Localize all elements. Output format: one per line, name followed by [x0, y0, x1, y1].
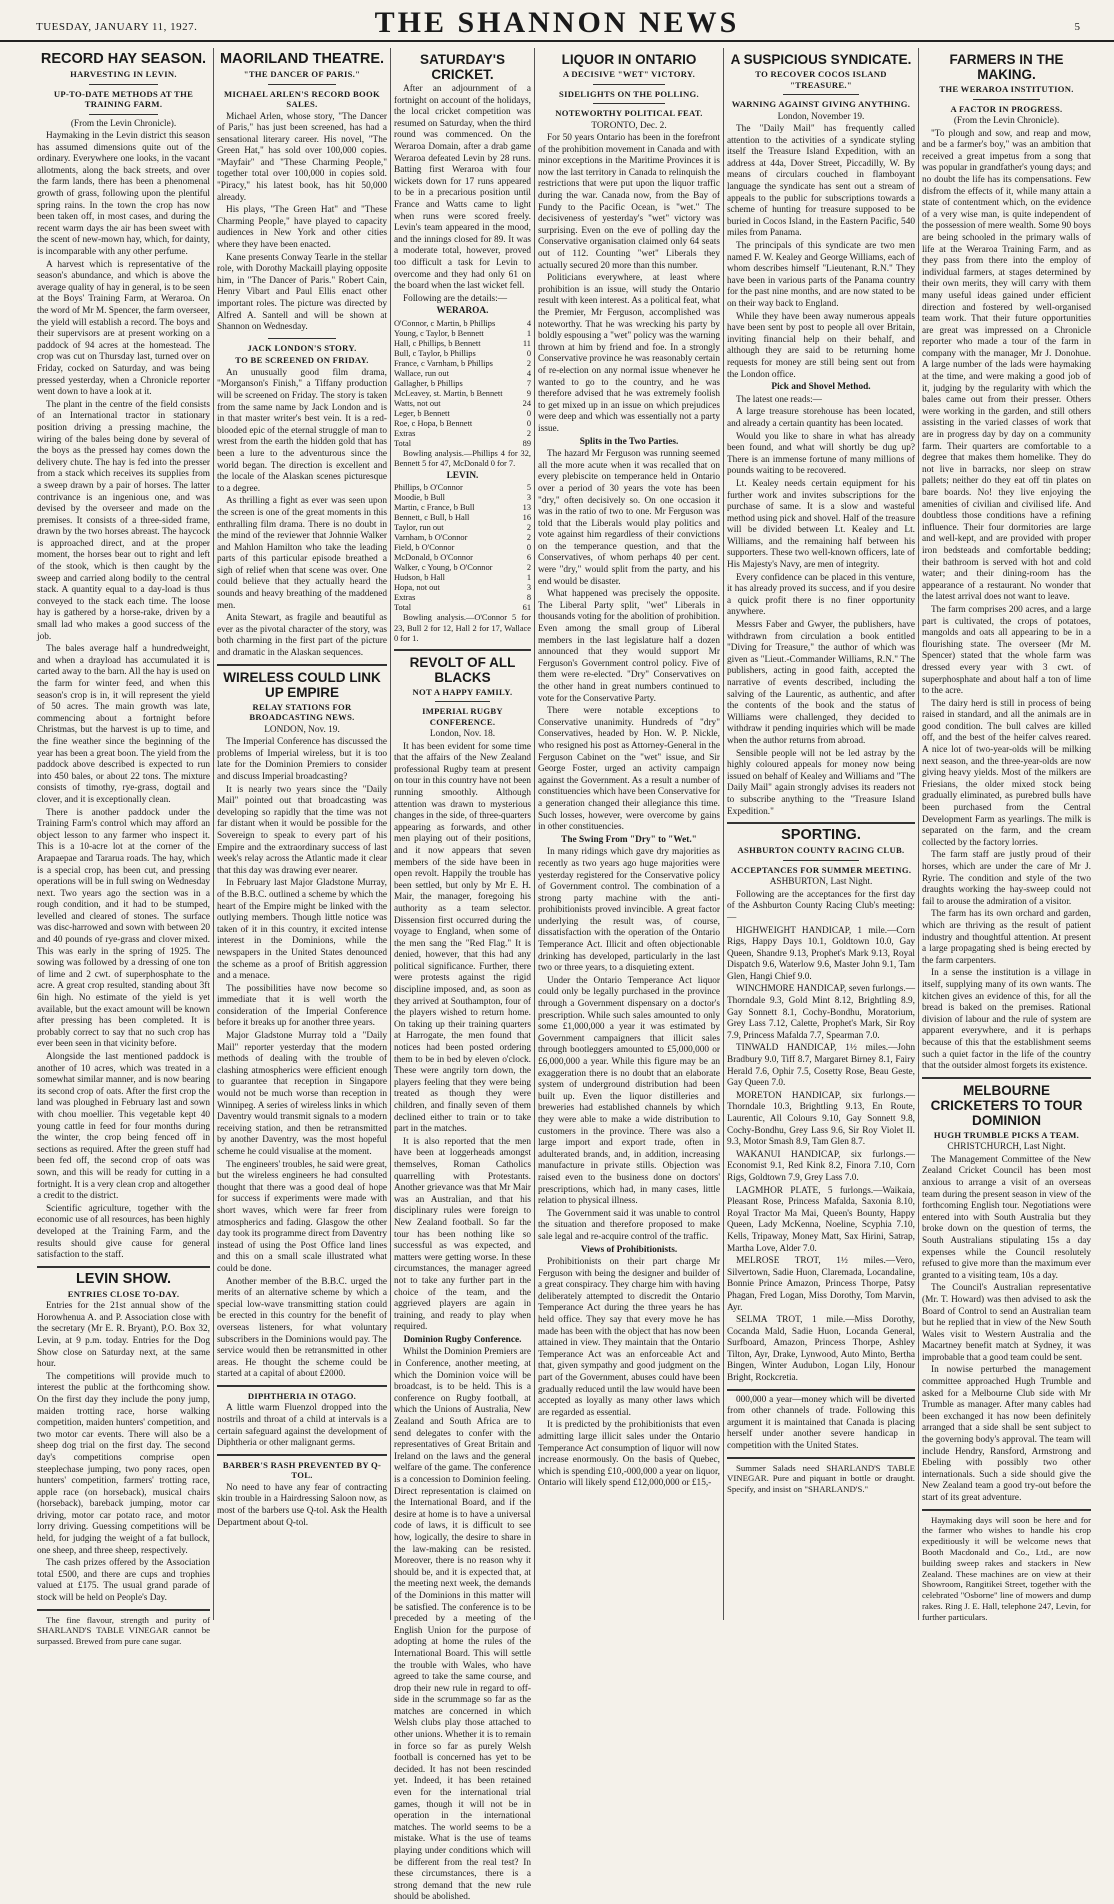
paragraph: Would you like to share in what has already been found, and what will shortly be dug up? There is an immense fortune of many millions of pounds waiting to be recovered.	[727, 431, 915, 477]
paragraph: The possibilities have now become so immediate that it is well worth the consideration of the Imperial Conference before it breaks up for another three years.	[217, 983, 387, 1029]
batsman: France, c Varnham, b Phillips	[394, 358, 493, 368]
paragraph: Michael Arlen, whose story, "The Dancer of Paris," has just been screened, has had a sensational literary career. His novel, "The Green Hat," has sold over 100,000 copies. "Mayfair" and "These Charming People," together total over 100,000 in copies sold. "Piracy," his latest book, has hit 50,000 already.	[217, 111, 387, 203]
team-name: WERAROA.	[436, 306, 489, 317]
paragraph: The farm comprises 200 acres, and a large part is cultivated, the crops of potatoes, mangolds and oats all appearing to be in a flourishing state. The overseer (Mr M. Spencer) stated that the whole farm was dressed every year with 3 cwt. of superphosphate and about half a ton of lime to the acre.	[922, 604, 1091, 697]
runs: 4	[526, 318, 531, 328]
source-line: (From the Levin Chronicle).	[70, 118, 177, 129]
paragraph: There is another paddock under the Training Farm's control which may afford an object lesson to any farmer who inspect it. This is a 10-acre lot at the corner of the Arapaepae and Tararua roads. The hay, which is a special crop, has been cut, and pressing operations will be in full swing on Wednesday next. Two years ago the section was in a rough condition, and it had to be stumped, levelled and cleared of stones. The surface was disc-harrowed and sown with between 20 and 40 pounds of rye-grass and clover mixed. This was early in the spring of 1925. The sowing was followed by a dressing of one ton of lime and 2 cwt. of superphosphate to the acre. A great crop resulted, standing about 3ft 6in high. No estimate of the yield is yet available, but the exact amount will be known after pressing has been completed. It is probably correct to say that no such crop has ever been seen in that vicinity before.	[37, 807, 210, 1050]
paragraph: Sensible people will not be led astray by the highly coloured appeals for money now being issued on behalf of Kealey and Williams and "The Daily Mail" again strongly advises its readers not to subscribe anything to the "Treasure Island Expedition."	[727, 748, 915, 817]
score-row	[394, 573, 531, 583]
paragraph: Politicians everywhere, at least where prohibition is an issue, will study the Ontario result with keen interest. As a political feat, what the Premier, Mr Ferguson, accomplished was noteworthy. That he was wrecking his party by boldly espousing a "wet" policy was the warning thrown at him by friend and foe. In a strongly Conservative province he was reasonably certain of re-election on any normal issue whenever he wanted to go to the country, and he was therefore advised that he was extremely foolish to get mixed up in an issue on which prejudices were deep and which was essentially not a party issue.	[538, 273, 720, 434]
paragraph: SELMA TROT, 1 mile.—Miss Dorothy, Cocanda Mald, Sadie Huon, Locanda General, Surfboard, Amazon, Princess Thorpe, Ashley Tilton, Ayr, Drake, Lynwood, Auto Minto, Bertha Bingen, Winter Audubon, Logan Lily, Honour Bright, Rockcretia.	[727, 1315, 915, 1384]
batsman: Bennett, c Bull, b Hall	[394, 513, 470, 523]
machinery-advert: Haymaking days will soon be here and for the farmer who wishes to handle his crop expeditiously it will be welcome news that Booth Macdonald and Co., Ltd., are now building sweep rakes and stackers in New Zealand. These machines are on view at their Showroom, Rangitikei Street, together with the celebrated "Osborne" line of mowers and dump rakes. Ring J. E. Hall, telephone 247, Levin, for further particulars.	[922, 1514, 1091, 1622]
headline-suspicious-syndicate: A SUSPICIOUS SYNDICATE.	[730, 52, 912, 67]
subhead: NOTEWORTHY POLITICAL FEAT.	[555, 108, 703, 118]
score-row	[394, 419, 531, 429]
score-row	[394, 553, 531, 563]
batsman: Total	[394, 438, 412, 448]
paragraph: Every confidence can be placed in this venture, it has already proved its success, and if you desire a quick profit there is no finer opportunity anywhere.	[727, 572, 915, 618]
score-row	[394, 523, 531, 533]
batsman: Watts, not out	[394, 398, 441, 408]
batsman: Hopa, not out	[394, 583, 440, 593]
paragraph: In a sense the institution is a village in itself, supplying many of its own wants. The kitchen gives an evidence of this, for all the bread is baked on the premises. Rational division of labour and the rule of system are apparent everywhere, and it is perhaps because of this that the establishment seems such a quiet factor in the life of the country that the outsider almost forgets its existence.	[922, 968, 1091, 1072]
paragraph: Whilst the Dominion Premiers are in Conference, another meeting, at which the Dominion voice will be broadcast, is to be held. This is a conference on Rugby football, at which the Unions of Australia, New Zealand and South Africa are to send delegates to confer with the representatives of Great Britain and Ireland on the laws and the general welfare of the game. The conference is a concession to Dominion feeling. Direct representation is claimed on the International Board, and if the desire at home is to have a universal code of laws, it is difficult to see how, logically, the desire to share in the law-making can be resisted. Moreover, there is no reason why it should be, and it is expected that, at the meeting next week, the demands of the Dominions in this matter will be satisfied. The conference is to be preceded by a meeting of the English Union for the purpose of adopting at home the rules of the International Board. This will settle the trouble with Wales, who have agreed to take the same course, and drop their new rule in regard to off-side in the scrummage so far as the matches are concerned in which Welsh clubs play those attached to other unions. Whether it is to remain in force so far as purely Welsh football is concerned has yet to be decided. It has not been rescinded yet. Indeed, it has been retained even for the international trial games, though it will not be in operation in the international matches. The world seems to be a mistake. What is the use of teams playing under conditions which will be different from the real test? In these circumstances, there is a strong demand that the new rule should be abolished.	[394, 1347, 531, 1903]
score-row	[394, 349, 531, 359]
batsman: Total	[394, 603, 412, 613]
headline-liquor-ontario: LIQUOR IN ONTARIO	[561, 52, 697, 67]
batsman: Walker, c Young, b O'Connor	[394, 563, 493, 573]
runs: 2	[526, 533, 531, 543]
paragraph: An unusually good film drama, "Morganson's Finish," a Tiffany production will be screened on Friday. The story is taken from the same name by Jack London and is in that master writer's best vein. It is a red-blooded epic of the eternal struggle of man to wrest from the earth the hidden gold that has been a lure to the adventurous since the world began. The direction is excellent and the locale of the Alaskan scenes picturesque to a degree.	[217, 367, 387, 494]
paragraph: In February last Major Gladstone Murray, of the B.B.C. outlined a scheme by which the heart of the Empire might be linked with the outlying members. Though little notice was taken of it in this country, it excited intense interest in the Dominions, while the newspapers in the United States denounced the scheme as a proof of British aggression and a menace.	[217, 878, 387, 982]
paragraph: The cash prizes offered by the Association total £500, and there are cups and trophies valued at £175. The usual grand parade of stock will be held on People's Day.	[37, 1558, 210, 1604]
score-row	[394, 583, 531, 593]
score-row	[394, 513, 531, 523]
team-name: LEVIN.	[446, 470, 479, 481]
runs: 3	[526, 583, 531, 593]
runs: 0	[526, 408, 531, 418]
batsman: Bull, c Taylor, b Phillips	[394, 348, 476, 358]
score-row	[394, 533, 531, 543]
headline-revolt-all-blacks: REVOLT OF ALL BLACKS	[409, 654, 516, 685]
paragraph: Alongside the last mentioned paddock is another of 10 acres, which was treated in a somewhat similar manner, and is now bearing its second crop of oats. After the first crop the land was ploughed in February last and sown with chou moellier. This vegetable kept 40 young cattle in feed for four months during the winter, the crop being fenced off in sections as required. After the green stuff had been fed off, the second crop of oats was sown, and this will be ready for cutting in a fortnight. It is a very clean crop and altogether a credit to the district.	[37, 1052, 210, 1202]
subhead: ENTRIES CLOSE TO-DAY.	[67, 1288, 180, 1299]
headline-sporting: SPORTING.	[781, 827, 861, 844]
paragraph: The Government said it was unable to control the situation and therefore proposed to make sale legal and re-acquire control of the traffic.	[538, 1208, 720, 1242]
paragraph: Anita Stewart, as fragile and beautiful as ever as the pivotal character of the story, was both charming in the first part of the picture and dramatic in the Alaskan sequences.	[217, 613, 387, 659]
paragraph: As thrilling a fight as ever was seen upon the screen is one of the great moments in this enthralling film drama. There is no doubt in the mind of the reviewer that Johnnie Walker and Mahlon Hamilton who take the leading parts of this particular episode breathed a sigh of relief when that scene was over. One could believe that they actually heard the sounds and heavy breathing of the maddened men.	[217, 496, 387, 611]
paragraph: MELROSE TROT, 1½ miles.—Vero, Silvertown, Sadie Huon, Claremada, Locandaline, Bonnie Prince Amazon, Princess Thorpe, Patsy Phagan, Fred Logan, Miss Dorothy, Tom Marvin, Ayr.	[727, 1256, 915, 1313]
subhead: THE WERAROA INSTITUTION.	[939, 84, 1074, 94]
vinegar-advert: The fine flavour, strength and purity of SHARLAND'S TABLE VINEGAR cannot be surpassed. Brewed from pure cane sugar.	[37, 1614, 210, 1647]
paragraph: WINCHMORE HANDICAP, seven furlongs.—Thorndale 9.3, Gold Mint 8.12, Brightling 8.9, Gay Sonnett 8.1, Cochy-Bondhu, Moratorium, Grey Lass 7.12, Calette, Prophet's Mark, Sir Roy 7.9, Princess Mafalda 7.7, Spearman 7.0.	[727, 984, 915, 1041]
paragraph: While they have been away numerous appeals have been sent by post to people all over Britain, inviting financial help on their behalf, and although they are said to be returning home requests for money are still being sent out from the London office.	[727, 311, 915, 380]
section-subhead: Splits in the Two Parties.	[579, 436, 679, 447]
score-row	[394, 399, 531, 409]
score-row	[394, 603, 531, 613]
runs: 9	[526, 388, 531, 398]
paragraph: MORETON HANDICAP, six furlongs.—Thorndale 10.3, Brightling 9.13, En Route, Laurentic, All Colours 9.10, Gay Sonnett 9.8, Cochy-Bondhu, Grey Lass 9.6, Sir Roy Violet II. 9.3, Motor Smash 8.9, Tam Glen 8.7.	[727, 1090, 915, 1148]
subhead: TO BE SCREENED ON FRIDAY.	[235, 355, 369, 366]
column-1	[34, 48, 213, 1647]
dateline: LONDON, Nov. 19.	[264, 724, 340, 735]
subhead: UP-TO-DATE METHODS AT THE TRAINING FARM.	[53, 88, 194, 109]
paragraph: Messrs Faber and Gwyer, the publishers, have withdrawn from circulation a book entitled "Diving for Treasure," the author of which was given as "Lieut.-Commander Williams, R.N." The publishers, acting in good faith, accepted the narrative of events described, including the salving of the Laurentic, as authentic, and after the contents of the book and the status of Williams were challenged, they decided to withdraw it pending inquiries which will be made when the author returns from abroad.	[727, 620, 915, 746]
paragraph: A large treasure storehouse has been located, and already a certain quantity has been located.	[727, 407, 915, 429]
paragraph: A little warm Fluenzol dropped into the nostrils and throat of a child at intervals is a certain safeguard against the development of Diphtheria or other malignant germs.	[217, 1403, 387, 1449]
runs: 1	[526, 328, 531, 338]
paragraph: For 50 years Ontario has been in the forefront of the prohibition movement in Canada and with minor exceptions in the Maritime Provinces it is now the last territory in Canada to relinquish the restrictions that were put upon the liquor traffic during the war. Canada now, from the Bay of Fundy to the Pacific Ocean, is "wet." The decisiveness of yesterday's "wet" victory was surprising. Even on the eve of polling day the Conservative organisation claimed only 64 seats out of 112. Counting "wet" Liberals they actually secured 20 more than this number.	[538, 133, 720, 271]
section-subhead: Dominion Rugby Conference.	[403, 1334, 522, 1345]
paragraph: The bales average half a hundredweight, and when a drayload has accumulated it is carted away to the barn. All the hay is used on the farm for winter feed, and when this season's crop is in, it will represent the yield of 50 acres. The main growth was late, commencing about a fortnight before Christmas, but the harvest is up to time, and the fine weather since the beginning of the year has been a great boon. The yield from the paddock above described is expected to run into 450 bales, or about 22 tons. The mixture consists of timothy, rye-grass, dogtail and clover, and it is exceptionally clean.	[37, 644, 210, 805]
subhead: HARVESTING IN LEVIN.	[70, 69, 177, 79]
batsman: Extras	[394, 428, 416, 438]
scorecard-weraroa	[394, 319, 531, 449]
score-row	[394, 593, 531, 603]
paragraph: The farm has its own orchard and garden, which are thriving as the result of patient industry and thoughtful attention. At present a large propagating shed is being erected by the farm carpenters.	[922, 909, 1091, 966]
batsman: Taylor, run out	[394, 523, 444, 533]
paragraph: WAKANUI HANDICAP, six furlongs.—Economist 9.1, Red Kink 8.2, Finora 7.10, Corn Rigs, Goldtown 7.9, Grey Lass 7.0.	[727, 1149, 915, 1183]
runs: 2	[526, 358, 531, 368]
paragraph: The hazard Mr Ferguson was running seemed all the more acute when it was recalled that on every plebiscite on temperance held in Ontario over a period of 30 years the vote has been "dry," often decisively so. On one occasion it was in the ratio of two to one. Mr Ferguson was told that the Liberals would play politics and vote against him regardless of their convictions on the temperance question, and that the Conservatives, of whom perhaps 40 per cent. were "dry," would split from the party, and his end would be disaster.	[538, 449, 720, 587]
subhead: TO RECOVER COCOS ISLAND "TREASURE."	[755, 69, 887, 90]
paragraph: A harvest which is representative of the season's abundance, and which is above the average quality of hay in general, is to be seen at the Boys' Training Farm, at Weraroa. On the word of Mr M. Spencer, the farm overseer, the yield will establish a record. The boys and their supervisors are at present working on a paddock of 94 acres at the homestead. The crop was cut on Thursday last, turned over on Friday, cocked on Saturday, and was being pressed yesterday, when a Chronicle reporter went down to have a look at it.	[37, 259, 210, 398]
column-5	[723, 48, 918, 1620]
batsman: Young, c Taylor, b Bennett	[394, 328, 484, 338]
subhead: IMPERIAL RUGBY CONFERENCE.	[422, 706, 503, 727]
subhead: SIDELIGHTS ON THE POLLING.	[559, 88, 699, 99]
subhead: A DECISIVE "WET" VICTORY.	[562, 69, 696, 79]
subhead-diphtheria: DIPHTHERIA IN OTAGO.	[247, 1390, 357, 1401]
dateline: ASHBURTON, Last Night.	[769, 877, 873, 888]
column-3	[390, 48, 534, 1903]
subhead: ACCEPTANCES FOR SUMMER MEETING.	[730, 864, 912, 875]
dateline: TORONTO, Dec. 2.	[591, 120, 667, 131]
runs: 7	[526, 378, 531, 388]
paragraph: There were notable exceptions to Conservative unanimity. Hundreds of "dry" Conservatives, headed by Hon. W. P. Nickle, who resigned his post as Attorney-General in the Ferguson Cabinet on the "wet" issue, and Sir George Foster, urged an activity campaign against the Government. As a result a number of constituencies which have been Conservative for a generation changed their allegiance this time. Such losses, however, were overcome by gains in other constituencies.	[538, 706, 721, 833]
paragraph: Entries for the 21st annual show of the Horowhenua A. and P. Association close with the secretary (Mr E. R. Bryant), P.O. Box 32, Levin, at 9 p.m. today. Entries for the Dog Show close on Saturday next, at the same hour.	[37, 1301, 210, 1370]
paragraph: It is nearly two years since the "Daily Mail" pointed out that broadcasting was developing so rapidly that the time was not far distant when it would be possible for the Sovereign to speak to every part of his Empire and the extraordinary success of last week's relay across the Atlantic made it clear that this day was drawing ever nearer.	[217, 784, 387, 876]
subhead: MICHAEL ARLEN'S RECORD BOOK SALES.	[224, 88, 380, 109]
runs: 0	[526, 348, 531, 358]
paragraph: "To plough and sow, and reap and mow, and be a farmer's boy," was an ambition that received a great impetus from a song that was popular in grandfather's young days; and no doubt the life has its compensations. Few disfrom the effects of it, while many attain a state of contentment which, on the evidence of a very wise man, is quite independent of the possession of mere wealth. Some 90 boys are being schooled in the primary walls of life at the Weraroa Training Farm, and as they pass from there into the employ of individual farmers, at stages determined by their own merits, they will carry with them many useful ideas gained under efficient direction and fostered by well-organised team work. That their future opportunities are great was impressed on a Chronicle reporter who made a tour of the farm in company with the manager, Mr J. Donohue. A large number of the lads were haymaking at the time, and were making a good job of it, judging by the regularity with which the bales came out from their presser. Others were working in the garden, and still others assisting in the varied classes of work that are in progress day by day on a community farm. Their quarters are comfortable to a degree that makes them homelike. They do not live in barracks, nor sleep on straw pallets; neither do they eat off tin plates on bare boards. No! they live enjoying the amenities of civilian and civilised life. And doubtless those conditions have a refining influence. Their four dormitories are large and well-kept, and are provided with proper iron bedsteads and comfortable bedding; their bathroom is served with hot and cold water; and their dining-room has the appearance of a restaurant. No wonder that the latest arrival does not want to leave.	[922, 128, 1091, 603]
bowling-analysis: Bowling analysis.—O'Connor 5 for 23, Bull 2 for 12, Hall 2 for 17, Wallace 0 for 1.	[394, 613, 531, 644]
batsman: Extras	[394, 593, 416, 603]
score-row	[394, 409, 531, 419]
paragraph: What happened was precisely the opposite. The Liberal Party split, "wet" Liberals in thousands voting for the abolition of prohibition. Even among the small group of Liberal members in the last legislature half a dozen announced that they would support Mr Ferguson's Government control policy. Five of them were re-elected. "Dry" Conservatives on the other hand in great numbers continued to vote for the Conservative Party.	[538, 589, 720, 704]
paragraph: HIGHWEIGHT HANDICAP, 1 mile.—Corn Rigs, Happy Days 10.1, Goldtown 10.0, Gay Queen, Shandre 9.13, Prophet's Mark 9.13, Royal Dispatch 9.6, Waterlow 9.6, Master John 9.1, Tam Glen, Hangi Chief 9.0.	[727, 925, 915, 982]
paragraph: Prohibitionists on their part charge Mr Ferguson with being the designer and builder of a great conspiracy. They charge him with having deliberately attempted to discredit the Ontario Temperance Act during the three years he has held office. They say that every move he has made has been with the object that has now been attained in view. They maintain that the Ontario Temperance Act was an enforceable Act and that, given sympathy and good judgment on the part of the Government, abuses could have been gradually reduced until the law would have been accepted as loyally as many other laws which are regarded as essential.	[538, 1257, 720, 1418]
paragraph: TINWALD HANDICAP, 1½ miles.—John Bradbury 9.0, Tiff 8.7, Margaret Birney 8.1, Fairy Herald 7.6, Ophir 7.5, Cosetty Rose, Beau Geste, Gay Queen 7.0.	[727, 1043, 915, 1089]
masthead	[0, 0, 1114, 42]
runs: 2	[526, 523, 531, 533]
batsman: Martin, c France, b Bull	[394, 503, 475, 513]
score-row	[394, 543, 531, 553]
score-row	[394, 429, 531, 439]
source-line: (From the Levin Chronicle).	[953, 116, 1060, 126]
paragraph: The plant in the centre of the field consists of an International tractor in stationary position driving a pressing machine, the wiring of the bales being done by several of the boys as the pressed hay comes down the delivery chute. The hay is fed into the presser from a stack which receives its supplies from a sweep drawn by a pair of horses. The latter contrivance is an ingenious one, and was devised by the overseer and made on the premises. It consists of a three-sided frame, drawn by the two horses abreast. The haycock is approached direct, and at the proper moment, the horses bear out to right and left of the stook, which is then caught by the sweep and carried along bodily to the central stack. A quantity equal to a day-load is thus conveyed to the stack each time. The loose hay is gathered by a horse-rake, driven by a small lad who makes a good success of the job.	[37, 399, 210, 642]
paragraph: Kane presents Conway Tearle in the stellar role, with Dorothy Mackaill playing opposite him, in "The Dancer of Paris." Robert Cain, Henry Vibart and Paul Ellis enact other important roles. The picture was directed by Alfred A. Santell and will be shown at Shannon on Wednesday.	[217, 252, 387, 333]
paragraph-continued: 000,000 a year—money which will be diverted from other channels of trade. Following this argument it is maintained that Canada is placing herself under another severe handicap in competition with the United States.	[727, 1394, 915, 1452]
paragraph: It is predicted by the prohibitionists that even admitting large illicit sales under the Ontario Temperance Act consumption of liquor will now increase enormously. On the basis of Quebec, which is spending £10,-000,000 a year on liquor, Ontario will likely spend £12,000,000 or £15,-	[538, 1420, 720, 1489]
column-6	[918, 48, 1094, 1620]
score-row	[394, 483, 531, 493]
paragraph: The competitions will provide much to interest the public at the forthcoming show. On the first day they include the pony jump, maiden trotting race, horse walking competition, maiden hunters' competition, and two motor car events. There will also be a sheep dog trial on the first day. The second day's competitions comprise open steeplechase jumping, two pony races, open hunters' competition, farmers' trotting race, apple race (on horseback), musical chairs (horseback), bareback jumping, motor car driving, motor car potato race, and motor lorry driving. Guessing competitions will be held, for judging the weight of a fat bullock, one sheep, and three sheep, respectively.	[37, 1371, 210, 1556]
subhead: NOT A HAPPY FAMILY.	[412, 686, 513, 697]
paragraph: Scientific agriculture, together with the economic use of all resources, has been highly developed at the Training Farm, and the results should give cause for general satisfaction to the staff.	[37, 1203, 210, 1261]
batsman: Hudson, b Hall	[394, 573, 445, 583]
batsman: Varnham, b O'Connor	[394, 533, 468, 543]
subhead: "THE DANCER OF PARIS."	[243, 69, 361, 79]
bowling-analysis: Bowling analysis.—Phillips 4 for 32, Bennett 5 for 47, McDonald 0 for 7.	[394, 448, 531, 469]
score-row	[394, 379, 531, 389]
runs: 0	[526, 418, 531, 428]
paragraph: The farm staff are justly proud of their horses, which are under the care of Mr J. Ryrie. The condition and style of the two draughts working the hay-sweep could not fail to arouse the admiration of a visitor.	[922, 850, 1091, 907]
batsman: Field, b O'Connor	[394, 543, 455, 553]
dateline: London, Nov. 18.	[429, 729, 496, 739]
headline-wireless: WIRELESS COULD LINK UP EMPIRE	[223, 669, 381, 700]
runs: 2	[526, 428, 531, 438]
batsman: Roe, c Hopa, b Bennett	[394, 418, 473, 428]
page-number: 5	[1074, 21, 1080, 33]
paragraph: It has been evident for some time that the affairs of the New Zealand professional Rugby team at present on tour in this country have not been running smoothly. Although attention was drawn to mysterious changes in the side, of three-quarters appearing as forwards, and other men playing out of their positions, and it now appears that seven members of the side have been in open revolt. Happily the trouble has been settled, but only by Mr E. H. Mair, the manager, foregoing his authority as a team selector. Dissension first occurred during the voyage to England, when some of the men sang the "Red Flag." It is denied, however, that this had any political significance. Further, there were protests against the rigid discipline imposed, and, as soon as they arrived at Southampton, four of the players wished to return home. On taking up their training quarters at Harrogate, the men found that notices had been posted ordering them to be in bed by eleven o'clock. These were angrily torn down, the players feeling that they were being treated as though they were children, and finally seven of them declined either to train or to take part in the matches.	[394, 741, 531, 1135]
vinegar-advert: Summer Salads need SHARLAND'S TABLE VINEGAR. Pure and piquant in bottle or draught. Specify, and insist on "SHARLAND'S."	[727, 1462, 915, 1495]
runs: 1	[526, 573, 531, 583]
section-subhead: Views of Prohibitionists.	[580, 1244, 678, 1255]
section-subhead: The Swing From "Dry" to "Wet."	[561, 834, 697, 845]
score-row	[394, 319, 531, 329]
batsman: Moodie, b Bull	[394, 493, 445, 503]
runs: 13	[522, 503, 531, 513]
score-row	[394, 369, 531, 379]
paragraph: The engineers' troubles, he said were great, but the wireless engineers he had consulted thought that there was a good deal of hope for success if experiments were made with short waves, which were far freer from atmospherics and fading. Glasgow the other day took its programme direct from Daventry instead of using the Post Office land lines and this on a small scale illustrated what could be done.	[217, 1159, 387, 1274]
subhead: WARNING AGAINST GIVING ANYTHING.	[731, 99, 911, 109]
runs: 16	[522, 513, 531, 523]
paragraph: Following are the details:—	[403, 293, 508, 304]
paragraph: The Imperial Conference has discussed the problems of Imperial wireless, but it is too late for the Dominion Premiers to consider and discuss Imperial broadcasting?	[217, 737, 387, 782]
headline-cricket: SATURDAY'S CRICKET.	[420, 52, 505, 82]
score-row	[394, 339, 531, 349]
paragraph: Lt. Kealey needs certain equipment for his further work and invites subscriptions for the purchase of same. It is a slow and wasteful method using pick and shovel. Half of the treasure will be divided between Lt. Kealey and Lt. Williams, and the remaining half between his supporters. These two well-known officers, late of His Majesty's Navy, are men of integrity.	[727, 478, 915, 571]
batsman: Wallace, run out	[394, 368, 449, 378]
batsman: Gallagher, b Phillips	[394, 378, 463, 388]
batsman: McLeavey, st. Martin, b Bennett	[394, 388, 503, 398]
paragraph: The "Daily Mail" has frequently called attention to the activities of a syndicate styling itself the Treasure Island Expedition, with an address at 44a, Dover Street, Piccadilly, W. By means of circulars couched in flamboyant language the syndicate has sent out a stream of appeals to the public for subscriptions towards a scheme of hunting for treasure supposed to be buried in Cocos Island, in the Eastern Pacific, 540 miles from Panama.	[727, 124, 915, 239]
score-row	[394, 503, 531, 513]
paragraph: The Management Committee of the New Zealand Cricket Council has been most anxious to arrange a visit of an overseas team during the present season in view of the forthcoming English tour. Negotiations were entered into with South Australia but they broke down on the question of terms, the South Australians stipulating 15s a day expenses while the Council resolutely refused to give more than the maximum ever granted to a visiting team, 10s a day.	[922, 1154, 1091, 1281]
paragraph: Another member of the B.B.C. urged the merits of an alternative scheme by which a special low-wave transmitting station could be erected in this country for the benefit of overseas listeners, for what voluntary subscribers in the Dominions would pay. The service would then be retransmitted in other areas. He thought the scheme could be started at a capital of about £2000.	[217, 1276, 387, 1380]
batsman: Phillips, b O'Connor	[394, 483, 463, 493]
runs: 6	[526, 553, 531, 563]
headline-maoriland-theatre: MAORILAND THEATRE.	[219, 51, 385, 67]
subhead: ASHBURTON COUNTY RACING CLUB.	[737, 845, 905, 856]
section-subhead: Pick and Shovel Method.	[771, 382, 871, 393]
score-row	[394, 563, 531, 573]
runs: 61	[522, 603, 531, 613]
score-row	[394, 359, 531, 369]
runs: 2	[526, 563, 531, 573]
paragraph: In nowise perturbed the management committee approached Hugh Trumble and asked for a Melbourne Club side with Mr Trumble as manager. After many cables had been exchanged it has now been definitely arranged that a side shall be sent subject to the governing body's approval. The team will include Hendry, Ransford, Armstrong and Ebeling with possibly two other internationals. Such a side should give the New Zealand team a good try-out before the start of its great adventure.	[922, 1365, 1091, 1503]
runs: 11	[522, 338, 531, 348]
paragraph: LAGMHOR PLATE, 5 furlongs.—Waikaia, Pleasant Rose, Princess Mafalda, Saxonia 8.10, Royal Tractor Ma Mai, Queen's Bounty, Happy Queen, Lady McKenna, Noeline, Scyphia 7.10, Kells, Tripaway, Money Matt, Sax Hirini, Satrap, Martha Love, Alder 7.0.	[727, 1185, 915, 1254]
score-row	[394, 389, 531, 399]
paragraph: In many ridings which gave dry majorities as recently as two years ago huge majorities were yesterday registered for the Conservative policy of Government control. The combination of a strong party machine with the anti-prohibitionists proved invincible. A great factor underlying the result was, of course, dissatisfaction with the operation of the Ontario Temperance Act. Illicit and often objectionable drinking has developed, particularly in the last two or three years, to a disquieting extent.	[538, 847, 720, 974]
dateline: London, November 19.	[777, 111, 865, 122]
headline-farmers-making: FARMERS IN THE MAKING.	[949, 52, 1064, 82]
runs: 89	[522, 438, 531, 448]
subhead: A FACTOR IN PROGRESS.	[950, 103, 1063, 114]
batsman: O'Connor, c Martin, b Phillips	[394, 318, 496, 328]
score-row	[394, 329, 531, 339]
scorecard-levin	[394, 483, 531, 613]
headline-levin-show: LEVIN SHOW.	[75, 1270, 172, 1287]
runs: 24	[522, 398, 531, 408]
paragraph: No need to have any fear of contracting skin trouble in a Hairdressing Saloon now, as most of the barbers use Q-tol. Ask the Health Department about Q-tol.	[217, 1482, 387, 1528]
paragraph: Major Gladstone Murray told a "Daily Mail" reporter yesterday that the modern methods of dealing with the trouble of clashing atmospherics were efficient enough to guarantee that reception in Singapore would not be much worse than reception in Winnipeg. A series of wireless links in which Daventry would transmit signals to a modern receiving station, and then be retransmitted by another Daventry, was the most hopeful scheme he could visualise at the moment.	[217, 1031, 387, 1157]
paragraph: The Council's Australian representative (Mr. T. Howard) was then advised to ask the Board of Control to send an Australian team but he replied that in view of the New South Wales visit to Western Australia and the Macartney benefit match at Sydney, it was improbable that a good team could be sent.	[922, 1283, 1091, 1363]
paragraph: Following are the acceptances for the first day of the Ashburton County Racing Club's meeting:—	[727, 889, 915, 923]
paragraph: Under the Ontario Temperance Act liquor could only be legally purchased in the province through a Government dispensary on a doctor's prescription. While such sales amounted to only some £1,000,000 a year it was estimated by Government campaigners that illicit sales through bootleggers amounted to £5,000,000 or £6,000,000 a year. While this figure may be an exaggeration there is no doubt that an elaborate system of underground distribution had been built up. Even the liquor distilleries and breweries had established channels by which they were able to make a wide distribution to customers in the province. There was also a large import and export trade, often in adulterated brands, and, in addition, increasing manufacture in private stills. Objection was raised even to the business done on doctors' prescriptions, which had, in many cases, little relation to physical illness.	[538, 975, 720, 1207]
paragraph: The latest one reads:—	[736, 394, 822, 405]
paragraph: After an adjournment of a fortnight on account of the holidays, the local cricket competition was resumed on Saturday, when the third round was commenced. On the Weraroa Domain, after a drab game Weraroa defeated Levin by 28 runs. Batting first Weraroa with four wickets down for 17 runs appeared to be in a precarious position until France and Watts came to light when runs were scored freely. Levin's team appeared in the mood, and the innings closed for 89. It was a moderate total, however, proved too difficult a task for Levin to overcome and they had only 61 on the board when the last wicket fell.	[394, 84, 531, 292]
subhead: RELAY STATIONS FOR BROADCASTING NEWS.	[249, 701, 355, 723]
column-4	[534, 48, 723, 1620]
runs: 0	[526, 543, 531, 553]
score-row	[394, 493, 531, 503]
runs: 4	[526, 368, 531, 378]
runs: 5	[526, 483, 531, 493]
column-2	[213, 48, 390, 1620]
dateline: CHRISTCHURCH, Last Night.	[947, 1142, 1066, 1153]
paragraph: Haymaking in the Levin district this season has assumed dimensions quite out of the ordinary. Everywhere one looks, in the vacant allotments, along the back streets, and over the farm lands, there has been a phenomenal growth of grass, following upon the plentiful spring rains. In the town the crop has now been taken off, in most cases, and during the recent warm days the air has been sweet with the scent of new-mown hay, which, for dainty, is incomparable with any other perfume.	[37, 131, 210, 258]
paragraph: The principals of this syndicate are two men named F. W. Kealey and George Williams, each of whom describes himself "Lieutenant, R.N." They have been in various parts of the Panama country for the past nine months, and are now stated to be on their way back to England.	[727, 241, 915, 309]
headline-record-hay: RECORD HAY SEASON.	[40, 51, 207, 67]
headline-melbourne-cricketers: MELBOURNE CRICKETERS TO TOUR DOMINION	[930, 1082, 1083, 1128]
paragraph: The dairy herd is still in process of being raised in standard, and all the animals are in good condition. The bull calves are killed off, and the best of the heifer calves reared. A nice lot of two-year-olds will be milking next season, and the three-year-olds are now giving heavy yields. Most of the milkers are Friesians, the older mixed stock being gradually eliminated, as purebred bulls have been purchased from the Central Development Farm as yearlings. The milk is separated on the farm, and the cream collected by the factory lorries.	[922, 698, 1091, 848]
subhead-barbers-rash: BARBER'S RASH PREVENTED BY Q-TOL.	[222, 1459, 382, 1481]
paragraph: His plays, "The Green Hat" and "These Charming People," have played to capacity audiences in New York and other cities where they have been enacted.	[217, 205, 387, 251]
subhead-jack-london: JACK LONDON'S STORY.	[247, 342, 357, 353]
issue-date: TUESDAY, JANUARY 11, 1927.	[36, 21, 198, 33]
paragraph: It is also reported that the men have been at loggerheads amongst themselves, Roman Catholics quarrelling with Protestants. Another grievance was that Mr Mair was an Australian, and that his disciplinary rules were foreign to New Zealand football. So far the tour has been nothing like so successful as was expected, and matters were getting worse. In these circumstances, the manager agreed not to take any further part in the choice of the team, and the aggrieved players are again in training, and ready to play when required.	[394, 1136, 531, 1333]
batsman: Leger, b Bennett	[394, 408, 450, 418]
newspaper-title: THE SHANNON NEWS	[374, 6, 740, 39]
runs: 8	[526, 593, 531, 603]
batsman: Hall, c Phillips, b Bennett	[394, 338, 481, 348]
subhead: HUGH TRUMBLE PICKS A TEAM.	[933, 1129, 1080, 1140]
runs: 3	[526, 493, 531, 503]
batsman: McDonald, b O'Connor	[394, 553, 473, 563]
score-row	[394, 439, 531, 449]
